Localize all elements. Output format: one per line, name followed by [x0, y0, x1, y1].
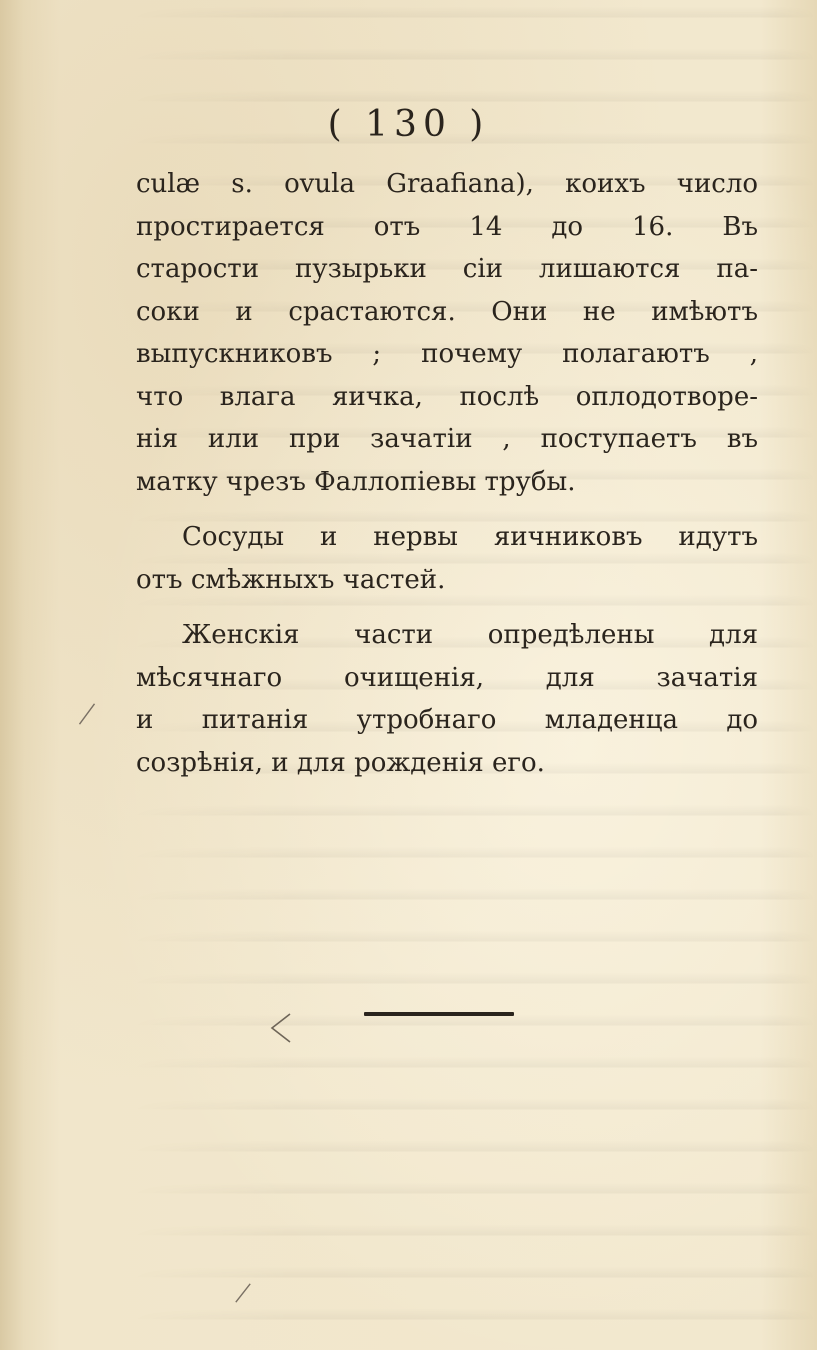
text-line: соки и срастаются. Они не имѣютъ [136, 296, 758, 327]
text-line: нія или при зачатіи , поступаетъ въ [136, 424, 758, 454]
pencil-mark [76, 699, 98, 730]
text-line: старости пузырьки сіи лишаются па- [136, 254, 758, 284]
end-rule [364, 1012, 514, 1016]
text-line: мѣсячнаго очищенія, для зачатія [136, 662, 758, 693]
text-line: что влага яичка, послѣ оплодотворе- [136, 381, 758, 412]
text-line: Женскія части опредѣлены для [182, 620, 758, 650]
text-line: Сосуды и нервы яичниковъ идутъ [182, 522, 758, 552]
page-number: ( 130 ) [327, 104, 490, 145]
text-line: созрѣнія, и для рожденія его. [136, 747, 545, 778]
paragraph-1 [136, 163, 758, 503]
text-line: culæ s. ovula Graafiana), коихъ число [136, 169, 758, 199]
pencil-mark [266, 1010, 296, 1046]
pencil-mark [232, 1278, 253, 1307]
text-line: простирается отъ 14 до 16. Въ [136, 211, 758, 242]
text-line: матку чрезъ Фаллопіевы трубы. [136, 466, 576, 497]
text-line: отъ смѣжныхъ частей. [136, 564, 446, 595]
paragraph-2 [136, 516, 758, 601]
text-line: выпускниковъ ; почему полагаютъ , [136, 339, 758, 369]
paragraph-3 [136, 614, 758, 784]
text-line: и питанія утробнаго младенца до [136, 705, 758, 735]
